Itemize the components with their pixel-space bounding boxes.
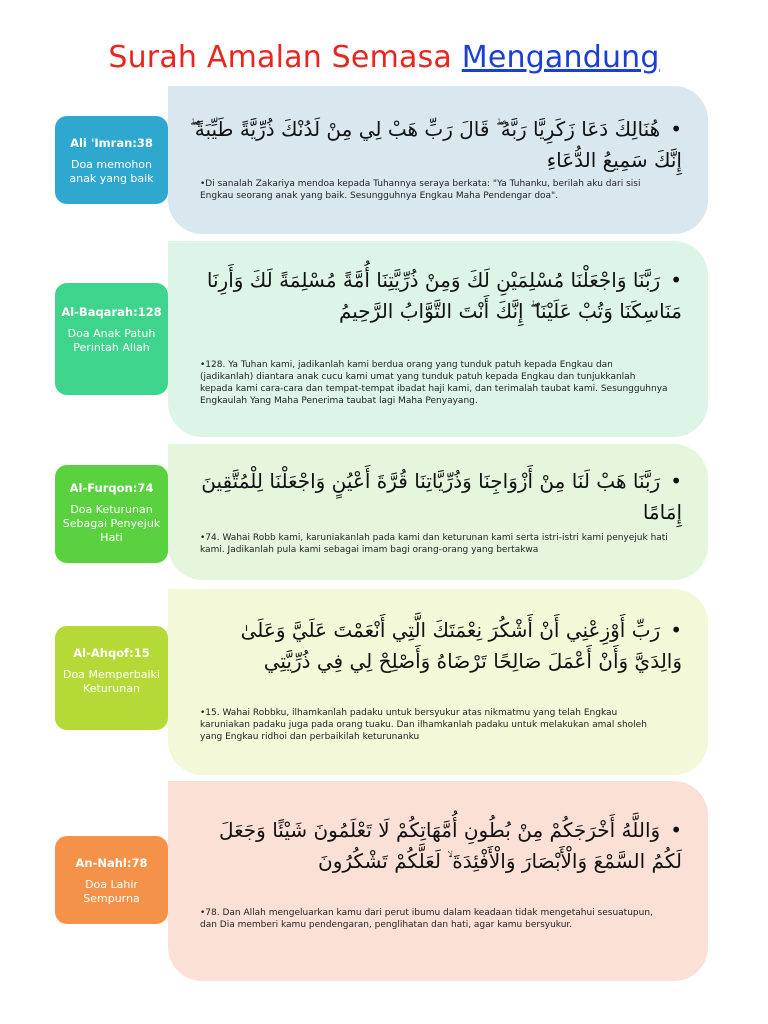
verse-tag-2 <box>55 283 168 395</box>
page-title <box>0 40 768 75</box>
doa-description: Doa memohon anak yang baik <box>69 158 154 185</box>
arabic-text <box>188 815 682 877</box>
arabic-verse: وَاللَّهُ أَخْرَجَكُمْ مِنْ بُطُونِ أُمَّهَاتِكُمْ لَا تَعْلَمُونَ شَيْئًا وَجَعَلَ لَكُمُ السَّمْعَ وَالْأَبْصَارَ وَالْأَفْئِدَةَ ۙ لَعَلَّكُمْ تَشْكُرُونَ <box>219 818 682 873</box>
title-prefix: Surah Amalan Semasa <box>108 40 462 75</box>
bullet-icon: • <box>670 818 682 842</box>
arabic-verse: رَبِّ أَوْزِعْنِي أَنْ أَشْكُرَ نِعْمَتَكَ الَّتِي أَنْعَمْتَ عَلَيَّ وَعَلَىٰ وَالِدَيَّ وَأَنْ أَعْمَلَ صَالِحًا تَرْضَاهُ وَأَصْلِحْ لِي فِي ذُرِّيَّتِي <box>240 618 682 673</box>
verse-tag-1 <box>55 116 168 204</box>
bullet-icon: • <box>670 469 682 493</box>
doa-description: Doa Lahir Sempurna <box>83 878 140 905</box>
surah-reference: An-Nahl:78 <box>75 856 148 870</box>
doa-description: Doa Memperbaiki Keturunan <box>63 668 160 695</box>
surah-reference: Al-Baqarah:128 <box>61 305 162 319</box>
translation-text: •74. Wahai Robb kami, karuniakanlah pada kami dan keturunan kami serta istri-istri kami penyejuk hati kami. Jadikanlah pula kami sebagai imam bagi orang-orang yang bertakwa <box>200 533 668 555</box>
arabic-text <box>188 265 682 327</box>
verse-tag-4 <box>55 626 168 730</box>
doa-description: Doa Anak Patuh Perintah Allah <box>67 327 156 354</box>
arabic-text <box>188 466 682 528</box>
title-link[interactable]: Mengandung <box>461 40 660 75</box>
verse-tag-3 <box>55 465 168 563</box>
arabic-verse: رَبَّنَا هَبْ لَنَا مِنْ أَزْوَاجِنَا وَذُرِّيَّاتِنَا قُرَّةَ أَعْيُنٍ وَاجْعَلْنَا لِلْمُتَّقِينَ إِمَامًا <box>201 469 682 524</box>
verse-card-4 <box>168 589 708 775</box>
doa-description: Doa Keturunan Sebagai Penyejuk Hati <box>62 503 161 544</box>
verse-card-5 <box>168 781 708 981</box>
bullet-icon: • <box>670 618 682 642</box>
surah-reference: Al-Furqon:74 <box>69 481 154 495</box>
verse-card-1 <box>168 86 708 234</box>
translation-text: •15. Wahai Robbku, ilhamkanlah padaku untuk bersyukur atas nikmatmu yang telah Engkau karuniakan padaku juga pada orang tuaku. Dan ilhamkanlah padaku untuk melakukan amal sholeh yang Engkau ridhoi dan perbaikilah keturunanku <box>200 708 647 742</box>
translation-text: •78. Dan Allah mengeluarkan kamu dari perut ibumu dalam keadaan tidak mengetahui sesuatupun, dan Dia memberi kamu pendengaran, penglihatan dan hati, agar kamu bersyukur. <box>200 908 653 930</box>
surah-reference: Ali 'Imran:38 <box>70 136 153 150</box>
verse-card-2 <box>168 241 708 437</box>
bullet-icon: • <box>670 117 682 141</box>
arabic-verse: رَبَّنَا وَاجْعَلْنَا مُسْلِمَيْنِ لَكَ وَمِنْ ذُرِّيَّتِنَا أُمَّةً مُسْلِمَةً لَكَ وَأَرِنَا مَنَاسِكَنَا وَتُبْ عَلَيْنَا ۖ إِنَّكَ أَنْتَ التَّوَّابُ الرَّحِيمُ <box>206 268 682 323</box>
arabic-text <box>188 114 682 176</box>
bullet-icon: • <box>670 268 682 292</box>
verse-tag-5 <box>55 836 168 924</box>
verse-card-3 <box>168 444 708 580</box>
arabic-text <box>188 615 682 677</box>
arabic-verse: هُنَالِكَ دَعَا زَكَرِيَّا رَبَّهُ ۖ قَالَ رَبِّ هَبْ لِي مِنْ لَدُنْكَ ذُرِّيَّةً طَيِّبَةً ۖ إِنَّكَ سَمِيعُ الدُّعَاءِ <box>189 117 682 172</box>
surah-reference: Al-Ahqof:15 <box>73 646 150 660</box>
translation-text: •Di sanalah Zakariya mendoa kepada Tuhannya seraya berkata: "Ya Tuhanku, berilah aku dari sisi Engkau seorang anak yang baik. Sesungguhnya Engkau Maha Pendengar doa". <box>200 179 641 201</box>
translation-text: •128. Ya Tuhan kami, jadikanlah kami berdua orang yang tunduk patuh kepada Engkau dan (jadikanlah) diantara anak cucu kami umat yang tunduk patuh kepada Engkau dan tunjukkanlah kepada kami cara-cara dan tempat-tempat ibadat haji kami, dan terimalah taubat kami. Sesungguhnya Engkaulah Yang Maha Penerima taubat lagi Maha Penyayang. <box>200 360 668 406</box>
